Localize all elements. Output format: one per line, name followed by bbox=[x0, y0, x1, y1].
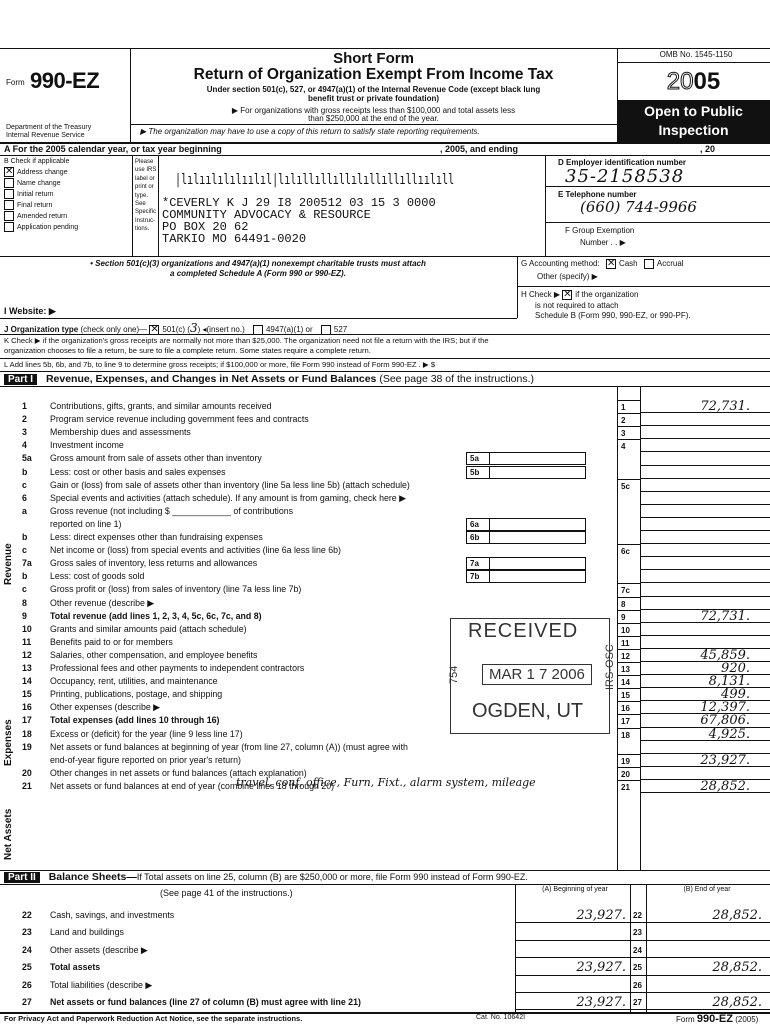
checkbox-icon bbox=[4, 178, 14, 188]
instruction-1: ▶ For organizations with gross receipts less than $100,000 and total assets less bbox=[231, 106, 516, 115]
stamp-date: MAR 1 7 2006 bbox=[482, 664, 592, 685]
checkbox-icon: ✕ bbox=[5, 166, 14, 177]
section-h-line2: is not required to attach bbox=[535, 300, 619, 310]
line-box: 27 bbox=[633, 998, 642, 1007]
cb-label: Final return bbox=[17, 201, 53, 209]
table-row bbox=[0, 518, 770, 531]
line-j-4947: 4947(a)(1) or bbox=[265, 325, 313, 334]
row-underline bbox=[515, 975, 770, 976]
line-label: Grants and similar amounts paid (attach schedule) bbox=[50, 623, 247, 634]
cb-label: Name change bbox=[17, 179, 61, 187]
line-amount[interactable]: 499. bbox=[721, 687, 750, 703]
table-row bbox=[0, 662, 770, 675]
table-row bbox=[0, 492, 770, 505]
line-k bbox=[4, 336, 489, 356]
checkbox-icon: ✕ bbox=[606, 258, 616, 269]
cb-label: Initial return bbox=[17, 190, 54, 198]
part2-note: If Total assets on line 25, column (B) are $250,000 or more, file Form 990 instead of Form 990-EZ. bbox=[136, 872, 528, 882]
side-label: type. bbox=[135, 192, 149, 199]
section-501-line1: • Section 501(c)(3) organizations and 4947(a)(1) nonexempt charitable trusts must attach bbox=[90, 259, 426, 268]
line-label: Other changes in net assets or fund balances (attach explanation) bbox=[50, 767, 307, 778]
line-number: 15 bbox=[22, 689, 32, 700]
line-box: 3 bbox=[617, 426, 640, 439]
line-number: 22 bbox=[22, 910, 32, 920]
line-box: 22 bbox=[633, 911, 642, 920]
line-box: 26 bbox=[633, 980, 642, 990]
line-label: Net income or (loss) from special events and activities (line 6a less line 6b) bbox=[50, 545, 341, 556]
line-box: 8 bbox=[617, 597, 640, 610]
irs-label-side bbox=[135, 158, 157, 234]
part2-title: Balance Sheets— bbox=[48, 871, 137, 883]
line-box: 15 bbox=[617, 688, 640, 701]
line-box: 18 bbox=[617, 728, 640, 741]
col-b-header: (B) End of year bbox=[683, 886, 731, 893]
line-j-insert: ) ◂(insert no.) bbox=[197, 325, 245, 334]
line-number: a bbox=[22, 505, 27, 516]
line-label: Printing, publications, postage, and shipping bbox=[50, 689, 223, 700]
line-label: Gross profit or (loss) from sales of inventory (line 7a less line 7b) bbox=[50, 584, 302, 595]
line-number: 7a bbox=[22, 558, 32, 569]
part2-label: Part II bbox=[4, 872, 40, 883]
table-row bbox=[0, 754, 770, 767]
checkbox-icon bbox=[4, 211, 14, 221]
line-box: 6c bbox=[617, 544, 640, 557]
line-number: 8 bbox=[22, 597, 27, 608]
org-city: TARKIO MO 64491-0020 bbox=[162, 232, 307, 246]
instruction-3: ▶ The organization may have to use a copy of this return to satisfy state reporting requirements. bbox=[140, 127, 480, 136]
footer-left: For Privacy Act and Paperwork Reduction Act Notice, see the separate instructions. bbox=[4, 1014, 303, 1023]
line-number: b bbox=[22, 532, 28, 542]
table-row bbox=[0, 636, 770, 649]
line-box: 10 bbox=[617, 623, 640, 636]
line-label: Total expenses (add lines 10 through 16) bbox=[50, 715, 220, 726]
table-row bbox=[0, 466, 770, 479]
mid-box-label: 5b bbox=[466, 466, 490, 479]
col-b-value[interactable]: 28,852. bbox=[712, 995, 762, 1010]
line-label: Gross sales of inventory, less returns and allowances bbox=[50, 558, 258, 569]
omb-number: OMB No. 1545-1150 bbox=[659, 50, 733, 59]
line-box: 24 bbox=[633, 945, 642, 955]
table-row bbox=[0, 544, 770, 557]
mid-box-label: 7b bbox=[466, 570, 490, 583]
table-row bbox=[0, 400, 770, 413]
line-label: Net assets or fund balances (line 27 of column (B) must agree with line 21) bbox=[50, 997, 361, 1007]
table-row bbox=[0, 649, 770, 662]
mid-box-value[interactable] bbox=[490, 531, 586, 544]
line-box: 23 bbox=[633, 928, 642, 938]
line-label: Other expenses (describe ▶ bbox=[50, 702, 160, 713]
footer-right bbox=[676, 1013, 758, 1025]
cb-label: Application pending bbox=[17, 223, 79, 231]
part1-header bbox=[4, 373, 534, 385]
checkbox-icon bbox=[4, 222, 14, 232]
row-underline bbox=[515, 957, 770, 958]
line-label: Net assets or fund balances at beginning of year (from line 27, column (A)) (must agree with bbox=[50, 741, 408, 752]
checkbox-icon bbox=[4, 200, 14, 210]
side-label: label or bbox=[135, 175, 155, 182]
line-label: Land and buildings bbox=[50, 927, 124, 938]
line-box: 14 bbox=[617, 675, 640, 688]
side-label: Please bbox=[135, 159, 154, 165]
cash-label: Cash bbox=[618, 259, 638, 269]
form-label: Form bbox=[6, 78, 25, 87]
subtitle-1: Under section 501(c), 527, or 4947(a)(1) of the Internal Revenue Code (except black lung bbox=[206, 85, 541, 94]
row-underline bbox=[515, 922, 770, 923]
line-label: Contributions, gifts, grants, and similar amounts received bbox=[50, 401, 272, 411]
line-label: Less: cost of goods sold bbox=[50, 571, 145, 582]
org-line1: *CEVERLY K J 29 I8 200512 03 15 3 0000 bbox=[162, 196, 436, 210]
side-label: Instruc- bbox=[135, 217, 156, 224]
dept-label: Department of the Treasury bbox=[6, 124, 92, 131]
line-box: 1 bbox=[617, 400, 640, 413]
line-a-label: A For the 2005 calendar year, or tax year beginning bbox=[4, 144, 222, 154]
line-label: Benefits paid to or for members bbox=[50, 636, 173, 647]
checkbox-icon bbox=[4, 189, 14, 199]
table-row bbox=[0, 688, 770, 701]
table-row bbox=[0, 728, 770, 741]
table-row bbox=[0, 505, 770, 518]
line-label: Gross revenue (not including $ ____________ of contributions bbox=[50, 505, 294, 516]
table-row bbox=[0, 610, 770, 623]
line-box: 2 bbox=[617, 413, 640, 426]
website-label: I Website: ▶ bbox=[4, 306, 56, 316]
line-number: 21 bbox=[22, 780, 32, 791]
page-title: Return of Organization Exempt From Income Tax bbox=[193, 66, 554, 83]
part1-label: Part I bbox=[4, 374, 37, 385]
line-number: 2 bbox=[22, 414, 27, 425]
line-number: 20 bbox=[22, 767, 32, 778]
section-f-label: F Group Exemption bbox=[565, 226, 635, 235]
section-h-line3: Schedule B (Form 990, 990-EZ, or 990-PF). bbox=[535, 311, 691, 321]
line-j-note: (check only one)— bbox=[80, 325, 148, 334]
line-a bbox=[4, 144, 222, 154]
line-number: c bbox=[22, 479, 27, 490]
line-number: 4 bbox=[22, 440, 27, 451]
checkbox-icon[interactable]: ✕ bbox=[150, 323, 159, 335]
line-label: Gross amount from sale of assets other than inventory bbox=[50, 453, 262, 464]
line-a-mid: , 2005, and ending bbox=[440, 144, 519, 154]
line-amount[interactable]: 8,131. bbox=[708, 674, 750, 690]
table-row bbox=[0, 714, 770, 727]
section-h-row bbox=[521, 290, 691, 301]
line-a-end: , 20 bbox=[700, 144, 716, 154]
section-h-line1b: if the organization bbox=[575, 290, 639, 300]
accrual-checkbox[interactable] bbox=[644, 259, 684, 268]
line-k-line1: K Check ▶ if the organization's gross receipts are normally not more than $25,000. The organization need not file a return with the IRS; but if the bbox=[4, 336, 489, 345]
side-net-assets: Net Assets bbox=[3, 808, 14, 860]
line-number: 14 bbox=[22, 676, 32, 687]
org-name: COMMUNITY ADVOCACY & RESOURCE bbox=[162, 208, 371, 222]
line-number: 10 bbox=[22, 623, 32, 634]
checkbox-icon bbox=[644, 259, 654, 269]
col-b-value[interactable]: 28,852. bbox=[712, 908, 762, 923]
line-amount[interactable]: 67,806. bbox=[700, 713, 750, 729]
line-label: Occupancy, rent, utilities, and maintenance bbox=[50, 676, 218, 687]
form-number: 990-EZ bbox=[30, 68, 100, 93]
tax-year bbox=[617, 68, 770, 96]
line-box: 20 bbox=[617, 767, 640, 780]
checkbox-address-change[interactable] bbox=[4, 167, 132, 178]
footer-cat: Cat. No. 10642I bbox=[476, 1014, 526, 1021]
part1-title: Revenue, Expenses, and Changes in Net Assets or Fund Balances bbox=[45, 373, 377, 385]
line-number: b bbox=[22, 571, 28, 582]
line-label: Excess or (deficit) for the year (line 9 less line 17) bbox=[50, 728, 243, 739]
checkbox-final-return[interactable] bbox=[4, 200, 132, 211]
mid-box-value[interactable] bbox=[490, 518, 586, 531]
checkbox-icon[interactable]: ✕ bbox=[563, 289, 572, 300]
line-box: 4 bbox=[617, 439, 640, 452]
line-amount[interactable]: 4,925. bbox=[708, 726, 750, 742]
inspection-label: Inspection bbox=[658, 122, 729, 138]
line-amount[interactable]: 12,397. bbox=[700, 700, 750, 716]
cb-label: Address change bbox=[17, 168, 68, 176]
line-label: Total liabilities (describe ▶ bbox=[50, 979, 153, 990]
col-a-value[interactable]: 23,927. bbox=[576, 908, 626, 923]
line-label: end-of-year figure reported on prior year's return) bbox=[50, 754, 241, 765]
org-address: PO BOX 20 62 bbox=[162, 220, 249, 234]
mid-box-value[interactable] bbox=[490, 570, 586, 583]
line-number: 1 bbox=[22, 401, 27, 411]
subtitle-2: benefit trust or private foundation) bbox=[307, 94, 440, 103]
stamp-code: 754 bbox=[448, 665, 460, 684]
mid-box-label: 7a bbox=[466, 557, 490, 570]
table-row bbox=[0, 426, 770, 439]
line-amount[interactable]: 920. bbox=[721, 661, 750, 676]
year-prefix: 20 bbox=[666, 68, 694, 95]
line-box: 13 bbox=[617, 662, 640, 675]
line-number: 27 bbox=[22, 997, 32, 1007]
section-f-label2: Number . . ▶ bbox=[580, 238, 626, 247]
table-row bbox=[0, 583, 770, 596]
line-box: 21 bbox=[617, 780, 640, 793]
table-row bbox=[0, 675, 770, 688]
stamp-side: IRS-OSC bbox=[604, 644, 616, 690]
section-501-note bbox=[8, 259, 508, 279]
part2-see: (See page 41 of the instructions.) bbox=[160, 888, 293, 898]
line-number: 5a bbox=[22, 453, 32, 464]
side-label: print or bbox=[135, 184, 154, 191]
checkbox-application-pending[interactable] bbox=[4, 222, 132, 233]
mid-box-value[interactable] bbox=[490, 452, 586, 465]
line-number: 16 bbox=[22, 702, 32, 713]
line-box: 7c bbox=[617, 583, 640, 596]
table-row bbox=[0, 557, 770, 570]
table-row bbox=[0, 531, 770, 544]
table-row bbox=[0, 439, 770, 452]
table-row bbox=[0, 701, 770, 714]
line-number: 26 bbox=[22, 979, 32, 990]
line-number: 11 bbox=[22, 636, 32, 647]
line-number: 25 bbox=[22, 962, 32, 973]
line-label: Less: cost or other basis and sales expenses bbox=[50, 466, 226, 477]
col-a-header: (A) Beginning of year bbox=[542, 886, 608, 893]
section-g-other: Other (specify) ▶ bbox=[537, 272, 598, 281]
amount-underline bbox=[640, 792, 770, 793]
short-form-title: Short Form bbox=[333, 50, 414, 67]
table-row bbox=[0, 413, 770, 426]
line-amount[interactable]: 28,852. bbox=[700, 778, 750, 794]
mid-box-label: 6a bbox=[466, 518, 490, 531]
part2-header bbox=[4, 871, 528, 883]
line-label: Total assets bbox=[50, 962, 101, 973]
cash-checkbox[interactable] bbox=[606, 259, 638, 268]
mid-box-label: 6b bbox=[466, 531, 490, 544]
line-box: 17 bbox=[617, 714, 640, 727]
side-label: See bbox=[135, 201, 146, 208]
table-row bbox=[0, 479, 770, 492]
cb-label: Amended return bbox=[17, 212, 68, 220]
line-amount[interactable]: 23,927. bbox=[700, 752, 750, 768]
line-label: Net assets or fund balances at end of year (combine lines 18 through 20) bbox=[50, 780, 335, 791]
section-h bbox=[521, 290, 691, 322]
line-box: 25 bbox=[633, 963, 642, 973]
line-amount[interactable]: 72,731. bbox=[700, 608, 750, 624]
line-number: c bbox=[22, 545, 27, 556]
line-number: 13 bbox=[22, 663, 32, 673]
checkbox-amended-return[interactable] bbox=[4, 211, 132, 222]
line-label: Professional fees and other payments to independent contractors bbox=[50, 663, 305, 673]
checkbox-name-change[interactable] bbox=[4, 178, 132, 189]
instruction-2: than $250,000 at the end of the year. bbox=[308, 114, 439, 123]
line-label: Salaries, other compensation, and employee benefits bbox=[50, 649, 258, 660]
table-row bbox=[0, 570, 770, 583]
line-label: Other assets (describe ▶ bbox=[50, 944, 148, 955]
line-label: Less: direct expenses other than fundraising expenses bbox=[50, 532, 263, 542]
ein-value: 35-2158538 bbox=[565, 166, 685, 187]
line-box: 16 bbox=[617, 701, 640, 714]
footer-form-prefix: Form bbox=[676, 1015, 695, 1024]
footer-form-year: (2005) bbox=[735, 1015, 759, 1024]
table-row bbox=[0, 623, 770, 636]
open-public-box bbox=[617, 100, 770, 142]
row-underline bbox=[515, 940, 770, 941]
accrual-label: Accrual bbox=[656, 259, 684, 269]
line-label: Special events and activities (attach schedule). If any amount is from gaming, check here ▶ bbox=[50, 492, 406, 503]
other-expenses-desc: travel, conf, office, Furn, Fixt., alarm system, mileage bbox=[236, 776, 536, 789]
mid-box-label: 5a bbox=[466, 452, 490, 465]
year-suffix: 05 bbox=[693, 68, 721, 95]
line-j-num: 3 bbox=[189, 321, 198, 335]
mid-box-value[interactable] bbox=[490, 557, 586, 570]
footer-form-number: 990-EZ bbox=[696, 1013, 733, 1025]
line-label: Program service revenue including government fees and contracts bbox=[50, 414, 309, 425]
line-number: c bbox=[22, 584, 27, 595]
line-k-line2: organization chooses to file a return, be sure to file a complete return. Some states require a complete return. bbox=[4, 346, 371, 355]
table-row bbox=[0, 597, 770, 610]
side-label: use IRS bbox=[135, 167, 157, 174]
line-j-527: 527 bbox=[333, 325, 348, 334]
section-d-label: D Employer identification number bbox=[558, 158, 687, 167]
row-underline bbox=[515, 992, 770, 993]
line-label: Membership dues and assessments bbox=[50, 427, 191, 438]
side-label: Specific bbox=[135, 209, 157, 216]
line-j-501: 501(c) ( bbox=[162, 325, 190, 334]
phone-value: (660) 744-9966 bbox=[580, 198, 697, 216]
line-label: Investment income bbox=[50, 440, 124, 451]
line-box: 9 bbox=[617, 610, 640, 623]
line-number: 3 bbox=[22, 427, 27, 438]
open-public-label: Open to Public bbox=[644, 103, 743, 119]
stamp-place: OGDEN, UT bbox=[472, 700, 584, 722]
section-g-label: G Accounting method: bbox=[521, 259, 600, 269]
checkbox-initial-return[interactable] bbox=[4, 189, 132, 200]
line-amount[interactable]: 72,731. bbox=[700, 399, 750, 414]
col-a-value[interactable]: 23,927. bbox=[576, 995, 626, 1010]
line-number: 18 bbox=[22, 728, 32, 739]
side-expenses: Expenses bbox=[3, 719, 14, 766]
line-number: 24 bbox=[22, 944, 32, 955]
line-box: 5c bbox=[617, 479, 640, 492]
irs-label: Internal Revenue Service bbox=[6, 132, 85, 139]
line-label: reported on line 1) bbox=[50, 518, 122, 529]
section-b-list bbox=[4, 167, 132, 233]
part1-note: (See page 38 of the instructions.) bbox=[379, 373, 535, 385]
line-amount[interactable]: 45,859. bbox=[700, 647, 750, 663]
line-label: Cash, savings, and investments bbox=[50, 910, 175, 920]
line-number: 23 bbox=[22, 927, 32, 938]
side-revenue: Revenue bbox=[3, 543, 14, 585]
table-row bbox=[0, 452, 770, 465]
line-j-label: J Organization type bbox=[4, 325, 79, 334]
line-label: Total revenue (add lines 1, 2, 3, 4, 5c, 6c, 7c, and 8) bbox=[50, 610, 262, 621]
row-underline bbox=[515, 1009, 770, 1010]
col-a-value[interactable]: 23,927. bbox=[576, 960, 626, 976]
section-b-title: B Check if applicable bbox=[4, 158, 70, 165]
section-g bbox=[521, 259, 684, 269]
section-e-label: E Telephone number bbox=[558, 190, 637, 199]
line-number: 17 bbox=[22, 715, 32, 726]
line-number: 12 bbox=[22, 649, 32, 660]
barcode: |lılıılılılıılıl|lılıllıllıllılıllıllıllıılıll bbox=[175, 172, 455, 188]
col-b-value[interactable]: 28,852. bbox=[712, 960, 762, 976]
line-l: L Add lines 5b, 6b, and 7b, to line 9 to determine gross receipts; if $100,000 or more, file Form 990 instead of Form 990-EZ . ▶ $ bbox=[4, 360, 436, 369]
line-number: 19 bbox=[22, 741, 32, 752]
side-label: tions. bbox=[135, 226, 150, 233]
line-number: 9 bbox=[22, 610, 27, 621]
line-box: 11 bbox=[617, 636, 640, 649]
line-number: 6 bbox=[22, 492, 27, 503]
line-number: b bbox=[22, 466, 28, 477]
table-row bbox=[0, 741, 770, 754]
line-box: 19 bbox=[617, 754, 640, 767]
line-box: 12 bbox=[617, 649, 640, 662]
line-j bbox=[4, 321, 347, 335]
section-501-line2: a completed Schedule A (Form 990 or 990-EZ). bbox=[170, 269, 346, 278]
line-label: Gain or (loss) from sale of assets other than inventory (line 5a less line 5b) (attach schedule) bbox=[50, 479, 410, 490]
section-h-line1: H Check ▶ bbox=[521, 290, 561, 300]
stamp-received: RECEIVED bbox=[468, 620, 579, 642]
mid-box-value[interactable] bbox=[490, 466, 586, 479]
line-label: Other revenue (describe ▶ bbox=[50, 597, 155, 608]
